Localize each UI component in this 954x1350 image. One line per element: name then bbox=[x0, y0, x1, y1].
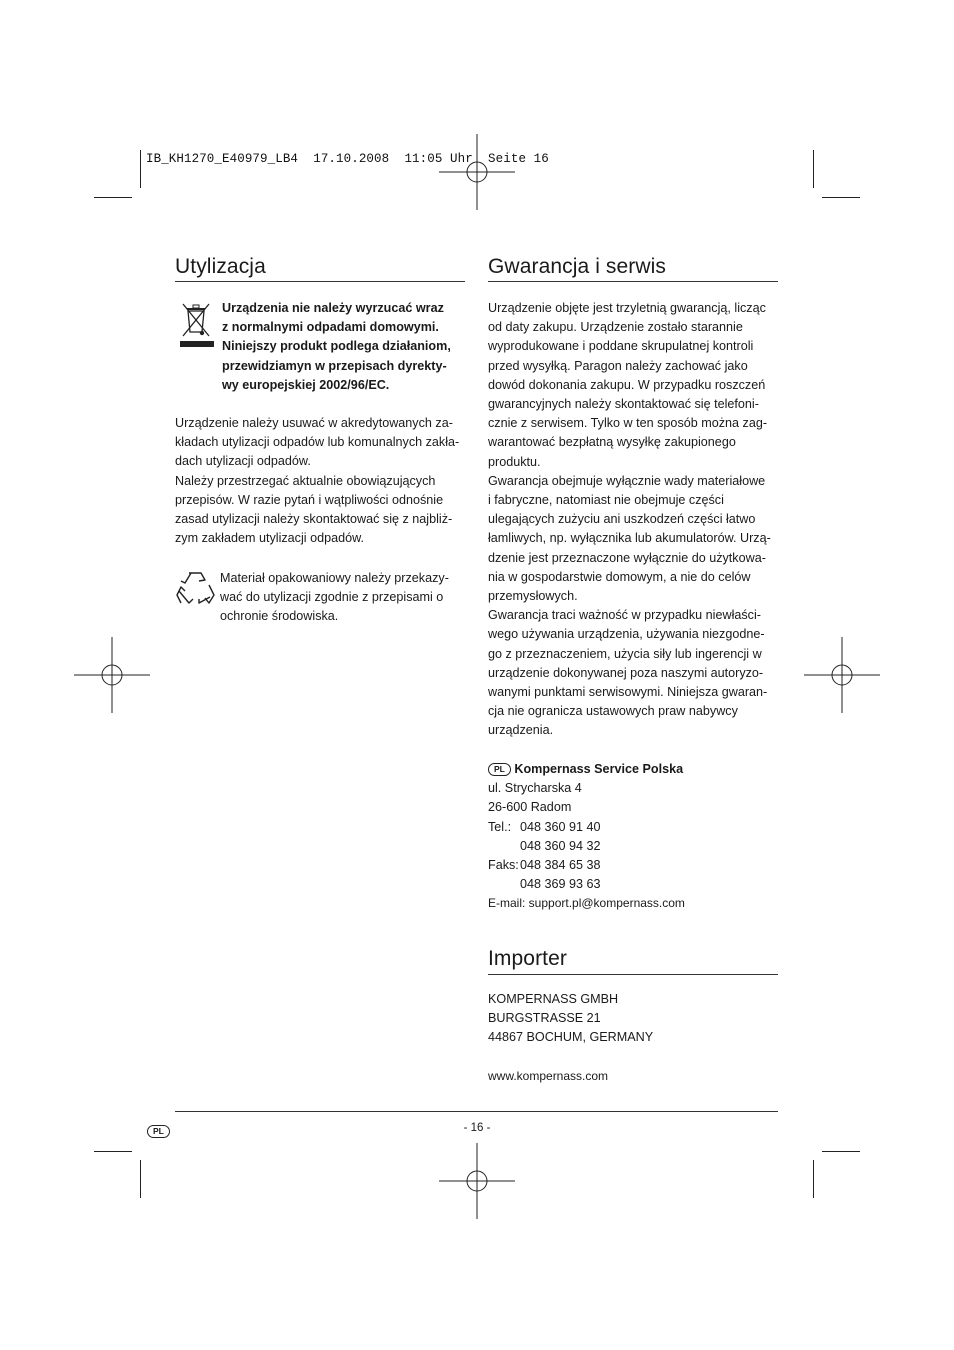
text-line: zasad utylizacji należy skontaktować się z najbliż- bbox=[175, 512, 453, 527]
warranty-paragraph bbox=[488, 299, 783, 741]
text-line: cznie z serwisem. Tylko w ten sposób można zag- bbox=[488, 416, 768, 431]
footer-badge-wrap bbox=[147, 1122, 170, 1140]
service-email: E-mail: support.pl@kompernass.com bbox=[488, 896, 685, 911]
text-line: cja nie ogranicza ustawowych praw nabywcy bbox=[488, 704, 738, 719]
tel-number: 048 360 94 32 bbox=[520, 838, 601, 853]
fax-row bbox=[488, 875, 783, 894]
footer-country-badge: PL bbox=[147, 1125, 170, 1138]
text-line: przed wysyłką. Paragon należy zachować jako bbox=[488, 358, 748, 373]
tel-row bbox=[488, 818, 783, 837]
tel-number: 048 360 91 40 bbox=[520, 819, 601, 834]
service-name: Kompernass Service Polska bbox=[514, 762, 684, 776]
crossed-bin-icon bbox=[178, 302, 214, 350]
title-rule bbox=[175, 281, 465, 282]
fax-label: Faks: bbox=[488, 858, 519, 873]
text-line: zym zakładem utylizacji odpadów. bbox=[175, 531, 364, 546]
registration-mark-top bbox=[439, 134, 515, 210]
warning-line: przewidziamyn w przepisach dyrekty- bbox=[222, 358, 447, 373]
text-line: kładach utylizacji odpadów lub komunalnych zakła- bbox=[175, 435, 460, 450]
country-badge: PL bbox=[488, 763, 511, 776]
tel-label: Tel.: bbox=[488, 819, 512, 834]
importer-address bbox=[488, 990, 783, 1086]
print-slug: IB_KH1270_E40979_LB4 17.10.2008 11:05 Uhr Seite 16 bbox=[146, 152, 549, 166]
text-line: urządzenia. bbox=[488, 723, 554, 738]
address-line: KOMPERNASS GMBH bbox=[488, 992, 619, 1006]
service-contact bbox=[488, 760, 783, 914]
warning-line: Niniejszy produkt podlega działaniom, bbox=[222, 339, 451, 354]
registration-mark-bottom bbox=[439, 1143, 515, 1219]
warning-line: z normalnymi odpadami domowymi. bbox=[222, 320, 439, 335]
tel-row bbox=[488, 837, 783, 856]
disposal-paragraph bbox=[175, 414, 470, 548]
text-line: przepisów. W razie pytań i wątpliwości odnośnie bbox=[175, 492, 444, 507]
footer-rule bbox=[175, 1111, 778, 1112]
text-line: warantować bezpłatną wysyłkę zakupionego bbox=[488, 435, 736, 450]
warning-line: Urządzenia nie należy wyrzucać wraz bbox=[222, 301, 444, 315]
registration-mark-left bbox=[74, 637, 150, 713]
fax-number: 048 384 65 38 bbox=[520, 858, 601, 873]
service-street: ul. Strycharska 4 bbox=[488, 781, 582, 796]
disposal-warning bbox=[222, 299, 472, 395]
text-line: dzenie jest przeznaczone wyłącznie do użytkowa- bbox=[488, 550, 766, 565]
text-line: Urządzenie należy usuwać w akredytowanych za- bbox=[175, 416, 453, 430]
text-line: łamliwych, np. wyłącznika lub akumulatorów. Urzą- bbox=[488, 531, 771, 546]
text-line: i fabryczne, natomiast nie obejmuje części bbox=[488, 493, 724, 508]
text-line: wanymi punktami serwisowymi. Niniejsza gwaran- bbox=[488, 685, 768, 700]
text-line: ulegających zużyciu ani uszkodzeń części łatwo bbox=[488, 512, 756, 527]
text-line: wyprodukowane i poddane skrupulatnej kontroli bbox=[488, 339, 754, 354]
recycle-text bbox=[220, 569, 470, 627]
text-line: Urządzenie objęte jest trzyletnią gwarancją, licząc bbox=[488, 301, 766, 315]
text-line: przemysłowych. bbox=[488, 589, 578, 604]
text-line: produktu. bbox=[488, 454, 541, 469]
page-number: - 16 - bbox=[463, 1122, 491, 1134]
text-line: od daty zakupu. Urządzenie zostało starannie bbox=[488, 320, 743, 335]
section-title-importer: Importer bbox=[488, 947, 567, 970]
address-line: 44867 BOCHUM, GERMANY bbox=[488, 1030, 654, 1045]
title-rule bbox=[488, 281, 778, 282]
text-line: Materiał opakowaniowy należy przekazy- bbox=[220, 571, 449, 585]
text-line: ochronie środowiska. bbox=[220, 609, 339, 624]
spacer bbox=[488, 837, 520, 856]
service-city: 26-600 Radom bbox=[488, 800, 572, 815]
warning-line: wy europejskiej 2002/96/EC. bbox=[222, 377, 390, 392]
text-line: wego używania urządzenia, używania niezgodne- bbox=[488, 627, 765, 642]
registration-mark-right bbox=[804, 637, 880, 713]
address-line: BURGSTRASSE 21 bbox=[488, 1011, 601, 1026]
text-line: Gwarancja traci ważność w przypadku niewłaści- bbox=[488, 608, 761, 623]
importer-website: www.kompernass.com bbox=[488, 1068, 609, 1083]
section-title-disposal: Utylizacja bbox=[175, 255, 266, 278]
text-line: dach utylizacji odpadów. bbox=[175, 454, 311, 469]
text-line: go z przeznaczeniem, użycia siły lub ingerencji w bbox=[488, 646, 762, 661]
text-line: wać do utylizacji zgodnie z przepisami o bbox=[220, 590, 444, 605]
text-line: urządzenie dokonywanej poza naszymi autoryzo- bbox=[488, 665, 764, 680]
fax-row bbox=[488, 856, 783, 875]
text-line: dowód dokonania zakupu. W przypadku roszczeń bbox=[488, 377, 766, 392]
service-heading bbox=[488, 760, 783, 779]
text-line: Gwarancja obejmuje wyłącznie wady materiałowe bbox=[488, 473, 766, 488]
spacer bbox=[488, 875, 520, 894]
text-line: Należy przestrzegać aktualnie obowiązujących bbox=[175, 473, 436, 488]
section-title-warranty: Gwarancja i serwis bbox=[488, 255, 667, 278]
text-line: gwarancyjnych należy skontaktować się telefoni- bbox=[488, 397, 759, 412]
title-rule bbox=[488, 974, 778, 975]
text-line: nia w gospodarstwie domowym, a nie do celów bbox=[488, 569, 751, 584]
recycle-icon bbox=[175, 569, 215, 607]
fax-number: 048 369 93 63 bbox=[520, 877, 601, 892]
